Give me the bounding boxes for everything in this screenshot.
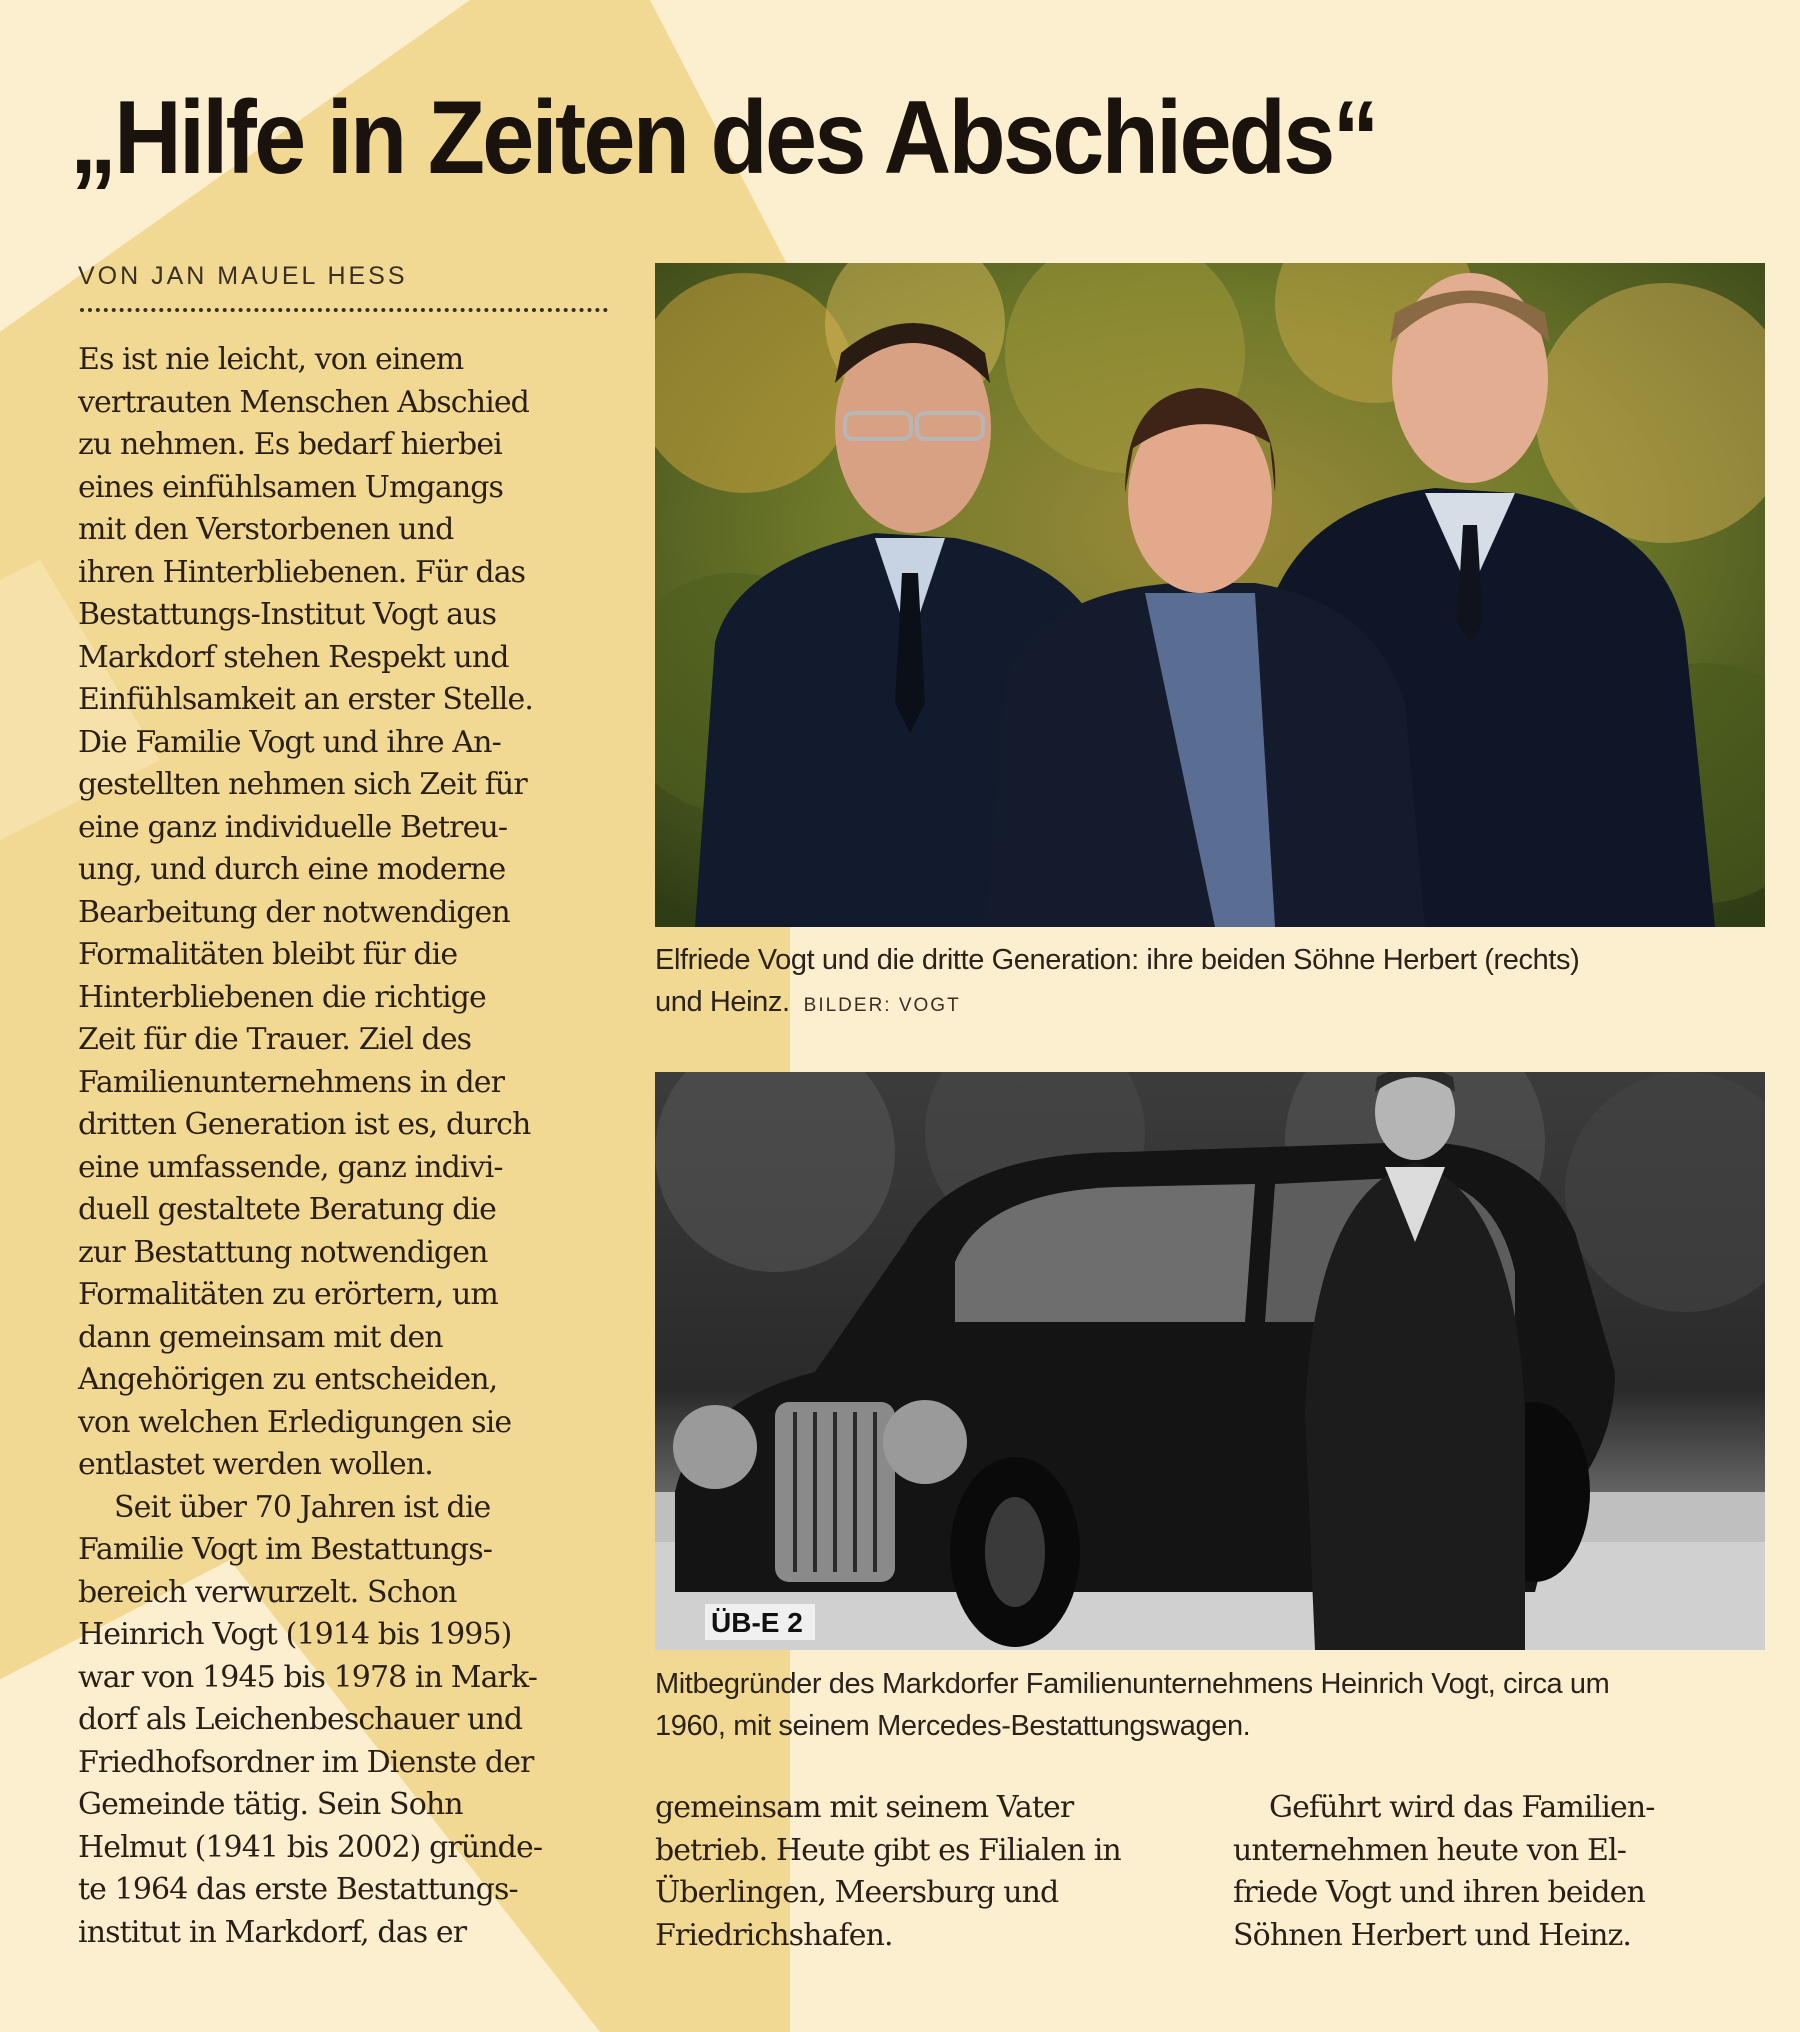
body-text-line: unternehmen heute von El- xyxy=(1233,1832,1626,1868)
body-text-line: Zeit für die Trauer. Ziel des xyxy=(78,1022,472,1057)
body-text-line: Familienunternehmens in der xyxy=(78,1064,505,1100)
body-text-line: ihren Hinterbliebenen. Für das xyxy=(78,554,526,590)
body-text-line: eines einfühlsamen Umgangs xyxy=(78,469,504,505)
body-text-line: Geführt wird das Familien- xyxy=(1269,1790,1655,1825)
article-column-left xyxy=(78,339,618,1954)
body-text-line: Markdorf stehen Respekt und xyxy=(78,639,509,675)
body-text-line: von welchen Erledigungen sie xyxy=(78,1404,512,1440)
body-text-line: Friedhofsordner im Dienste der xyxy=(78,1744,534,1780)
body-text-line: war von 1945 bis 1978 in Mark- xyxy=(78,1659,537,1695)
body-text-line: zur Bestattung notwendigen xyxy=(78,1234,488,1270)
body-text-line: Heinrich Vogt (1914 bis 1995) xyxy=(78,1617,512,1652)
body-text-line: Familie Vogt im Bestattungs- xyxy=(78,1532,492,1567)
body-text-line: dann gemeinsam mit den xyxy=(78,1319,443,1355)
body-text-line: dorf als Leichenbeschauer und xyxy=(78,1702,523,1737)
body-text-line: Söhnen Herbert und Heinz. xyxy=(1233,1917,1632,1953)
byline-dotted-divider xyxy=(80,308,608,312)
license-plate-text: ÜB-E 2 xyxy=(711,1607,803,1638)
body-text-line: ung, und durch eine moderne xyxy=(78,852,506,887)
body-text-line: friede Vogt und ihren beiden xyxy=(1233,1875,1645,1910)
body-text-line: bereich verwurzelt. Schon xyxy=(78,1574,457,1610)
caption-line: Mitbegründer des Markdorfer Familienunternehmens Heinrich Vogt, circa um xyxy=(655,1668,1610,1700)
body-text-line: eine ganz individuelle Betreu- xyxy=(78,809,508,845)
body-text-line: mit den Verstorbenen und xyxy=(78,512,454,547)
article-column-right xyxy=(1233,1787,1773,1957)
body-text-line: Bearbeitung der notwendigen xyxy=(78,894,510,930)
headline: „Hilfe in Zeiten des Abschieds“ xyxy=(70,80,1377,196)
body-text-line: Überlingen, Meersburg und xyxy=(655,1875,1059,1910)
body-text-line: eine umfassende, ganz indivi- xyxy=(78,1149,503,1185)
body-text-line: Einfühlsamkeit an erster Stelle. xyxy=(78,682,533,717)
body-text-line: Helmut (1941 bis 2002) gründe- xyxy=(78,1829,543,1865)
family-photo xyxy=(655,263,1765,927)
body-text-line: te 1964 das erste Bestattungs- xyxy=(78,1872,518,1907)
body-text-line: Es ist nie leicht, von einem xyxy=(78,342,464,377)
body-text-line: Formalitäten zu erörtern, um xyxy=(78,1277,498,1312)
caption-line: 1960, mit seinem Mercedes-Bestattungswagen. xyxy=(655,1710,1251,1742)
body-text-line: institut in Markdorf, das er xyxy=(78,1914,467,1950)
body-text-line: entlastet werden wollen. xyxy=(78,1447,433,1482)
historic-hearse-photo xyxy=(655,1072,1765,1650)
body-text-line: betrieb. Heute gibt es Filialen in xyxy=(655,1832,1121,1868)
photo-caption-hearse xyxy=(655,1663,1609,1747)
body-text-line: gemeinsam mit seinem Vater xyxy=(655,1790,1074,1825)
body-text-line: Seit über 70 Jahren ist die xyxy=(114,1489,491,1525)
caption-line: Elfriede Vogt und die dritte Generation: ihre beiden Söhne Herbert (rechts) xyxy=(655,944,1580,976)
article-column-middle xyxy=(655,1787,1195,1957)
photo-credit: BILDER: VOGT xyxy=(803,995,961,1016)
body-text-line: Gemeinde tätig. Sein Sohn xyxy=(78,1787,463,1822)
body-text-line: duell gestaltete Beratung die xyxy=(78,1192,496,1227)
body-text-line: Friedrichshafen. xyxy=(655,1917,893,1953)
body-text-line: dritten Generation ist es, durch xyxy=(78,1107,531,1142)
byline: VON JAN MAUEL HESS xyxy=(78,262,408,290)
photo-caption-family xyxy=(655,939,1579,1027)
body-text-line: Angehörigen zu entscheiden, xyxy=(78,1362,498,1397)
body-text-line: zu nehmen. Es bedarf hierbei xyxy=(78,427,502,462)
caption-line xyxy=(655,981,1579,1027)
body-text-line: Hinterbliebenen die richtige xyxy=(78,979,486,1015)
body-text-line: gestellten nehmen sich Zeit für xyxy=(78,767,527,802)
body-text-line: Formalitäten bleibt für die xyxy=(78,937,458,972)
caption-text: und Heinz. xyxy=(655,986,790,1018)
body-text-line: vertrauten Menschen Abschied xyxy=(78,384,529,420)
body-text-line: Bestattungs-Institut Vogt aus xyxy=(78,597,497,632)
body-text-line: Die Familie Vogt und ihre An- xyxy=(78,724,501,760)
